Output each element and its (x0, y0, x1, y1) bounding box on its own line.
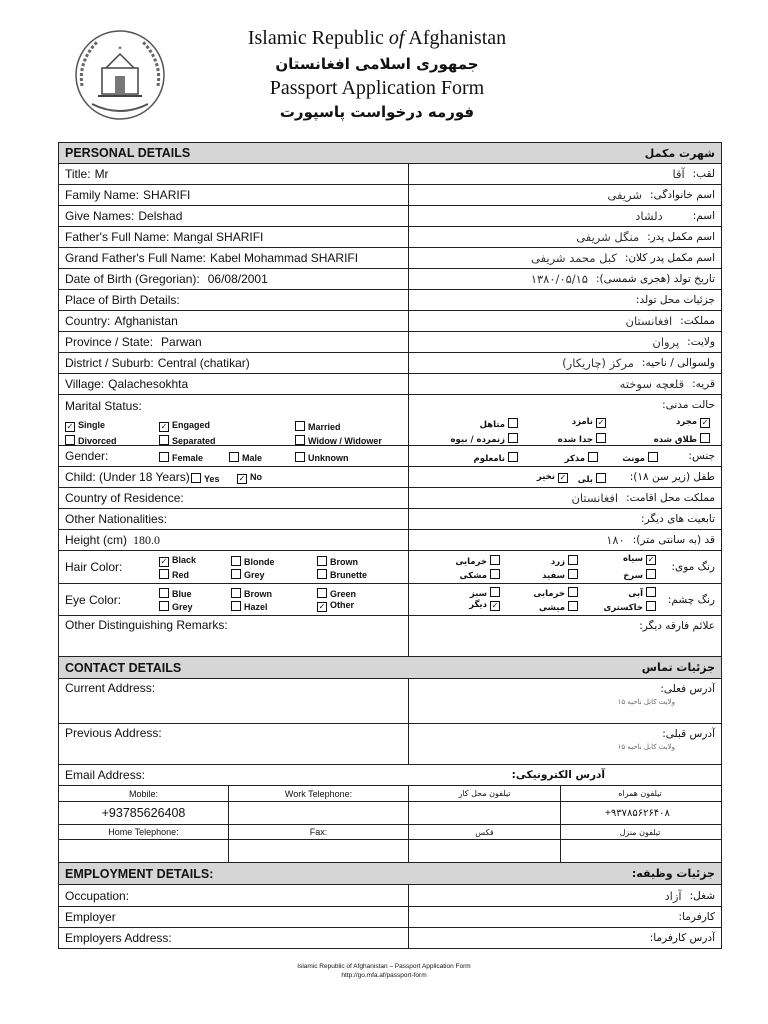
home-telephone-label: Home Telephone: (59, 825, 229, 839)
row-phone-labels (59, 786, 721, 802)
home-telephone-input-fa[interactable] (561, 840, 719, 862)
eye-grey-checkbox[interactable]: Grey (159, 600, 193, 612)
child-yes-checkbox[interactable]: Yes (191, 472, 220, 484)
eye-label-fa: رنگ چشم: (667, 593, 715, 606)
row-employer (59, 907, 721, 928)
marital-single-fa-checkbox[interactable]: ✓مجرد (675, 417, 709, 427)
marital-divorced-fa-checkbox[interactable]: طلاق شده (654, 432, 713, 445)
father-name-field-fa[interactable]: اسم مکمل پدر: منگل شریفی (576, 230, 715, 244)
checked-box-icon: ✓ (559, 473, 567, 482)
hair-red-checkbox[interactable]: Red (159, 568, 189, 580)
passport-form (58, 142, 722, 949)
gender-male-checkbox[interactable]: Male (229, 451, 262, 463)
mobile-input-fa[interactable]: +۹۳۷۸۵۶۲۶۴۰۸ (605, 807, 670, 819)
height-field[interactable]: Height (cm) 180.0 (59, 530, 409, 550)
afghanistan-emblem-icon (68, 26, 172, 124)
header-title-fa: جمهوری اسلامی افغانستان (275, 55, 479, 73)
occupation-field-fa[interactable]: شغل: آزاد (664, 888, 715, 903)
eye-other-checkbox[interactable]: ✓ Other (318, 600, 355, 611)
child-yes-fa-checkbox[interactable]: بلی (578, 472, 609, 485)
country-field-fa[interactable]: مملکت: افغانستان (625, 314, 715, 328)
hair-grey-fa-checkbox[interactable]: سفید (542, 568, 581, 581)
header-form-en: Passport Application Form (269, 77, 485, 99)
residence-field-fa[interactable]: مملکت محل اقامت: افغانستان (571, 491, 715, 505)
gender-female-checkbox[interactable]: Female (159, 451, 203, 463)
checked-box-icon: ✓ (160, 557, 168, 566)
marital-single-checkbox[interactable]: ✓ Single (66, 420, 106, 431)
row-email (59, 765, 721, 786)
eye-brown-checkbox[interactable]: Brown (231, 587, 272, 599)
row-grandfather-name (59, 248, 721, 269)
village-field[interactable]: Village: Qalachesokhta (59, 374, 409, 394)
given-names-field[interactable]: Give Names: Delshad (59, 206, 409, 226)
svg-text:✶: ✶ (117, 45, 123, 52)
row-village (59, 374, 721, 395)
row-marital-status (59, 395, 721, 446)
mobile-label-fa: تیلفون همراه (618, 789, 662, 798)
country-field[interactable]: Country: Afghanistan (59, 311, 409, 331)
checked-box-icon: ✓ (597, 418, 605, 427)
dob-field[interactable]: Date of Birth (Gregorian): 06/08/2001 (59, 269, 409, 289)
row-dob (59, 269, 721, 290)
province-field[interactable]: Province / State: Parwan (59, 332, 409, 352)
header-form-fa: فورمه درخواست پاسپورت (279, 103, 475, 121)
header-title-en: Islamic Republic of Afghanistan (247, 27, 507, 49)
mobile-input[interactable]: +93785626408 (59, 802, 229, 824)
row-phone-values (59, 802, 721, 825)
row-place-of-birth (59, 290, 721, 311)
eye-brown-fa-checkbox[interactable]: خرمایی (533, 586, 581, 599)
hair-black-fa-checkbox[interactable]: ✓سیاه (622, 554, 655, 564)
row-hair-color (59, 551, 721, 584)
row-residence (59, 488, 721, 509)
child-no-checkbox[interactable]: ✓ No (238, 472, 262, 483)
hair-cell (59, 551, 409, 583)
hair-black-checkbox[interactable]: ✓ Black (160, 555, 197, 566)
employer-address-field-fa[interactable]: آدرس کارفرما: (649, 932, 715, 944)
height-field-fa[interactable]: قد (به سانتی متر): ۱۸۰ (606, 533, 715, 547)
province-field-fa[interactable]: ولایت: پروان (652, 335, 715, 349)
marital-married-checkbox[interactable]: Married (295, 420, 341, 432)
given-names-field-fa[interactable]: اسم: دلشاد (635, 209, 715, 223)
row-eye-color (59, 584, 721, 616)
row-country (59, 311, 721, 332)
nationalities-field-fa[interactable]: تابعیت های دیگر: (641, 513, 715, 525)
marital-separated-checkbox[interactable]: Separated (159, 434, 216, 445)
fax-input[interactable] (229, 840, 409, 862)
child-label-fa: طفل (زیر سن ۱۸): (629, 471, 715, 483)
marital-widow-fa-checkbox[interactable]: زنمرده / بیوه (451, 432, 521, 445)
previous-address-field[interactable]: Previous Address: (59, 724, 409, 764)
eye-green-checkbox[interactable]: Green (317, 587, 356, 599)
row-occupation (59, 885, 721, 907)
section-heading-fa: جزئیات وظیفه: (631, 867, 715, 880)
eye-label: Eye Color: (65, 592, 122, 607)
page-footer (0, 962, 768, 980)
employer-address-field[interactable]: Employers Address: (59, 928, 409, 948)
section-contact (59, 657, 721, 679)
marital-cell-fa (409, 395, 721, 445)
marital-married-fa-checkbox[interactable]: متاهل (480, 417, 521, 430)
previous-address-field-fa[interactable]: آدرس قبلی: ولایت کابل ناحیه ۱۵ (617, 728, 715, 751)
section-heading-en: EMPLOYMENT DETAILS: (65, 866, 214, 881)
row-title (59, 164, 721, 185)
village-field-fa[interactable]: قریه: قلعچه سوخته (619, 377, 715, 391)
checked-box-icon: ✓ (647, 555, 655, 564)
child-no-fa-checkbox[interactable]: ✓نخیر (536, 472, 567, 482)
family-name-field-fa[interactable]: اسم خانوادگی: شریفی (607, 188, 715, 202)
hair-brown-fa-checkbox[interactable]: خرمایی (455, 554, 503, 567)
row-gender (59, 446, 721, 467)
current-address-field-fa[interactable]: آدرس فعلی: ولایت کابل ناحیه ۱۵ (617, 683, 715, 706)
gender-cell-fa (409, 446, 721, 466)
header-titles (212, 24, 542, 124)
work-telephone-input[interactable] (229, 802, 409, 824)
hair-blonde-fa-checkbox[interactable]: زرد (551, 554, 581, 567)
hair-red-fa-checkbox[interactable]: سرخ (623, 568, 659, 581)
marital-engaged-fa-checkbox[interactable]: ✓نامزد (571, 417, 605, 427)
work-telephone-input-fa[interactable] (409, 802, 561, 824)
employer-field[interactable]: Employer (59, 907, 409, 927)
marital-widow-checkbox[interactable]: Widow / Widower (295, 434, 382, 445)
eye-hazel-checkbox[interactable]: Hazel (231, 600, 268, 612)
checked-box-icon: ✓ (491, 601, 499, 610)
row-nationalities (59, 509, 721, 530)
section-personal (59, 143, 721, 164)
district-field-fa[interactable]: ولسوالی / ناحیه: مرکز (چاریکار) (562, 356, 715, 370)
email-field[interactable]: Email Address: آدرس الکترونیکی: (65, 768, 605, 782)
occupation-field[interactable]: Occupation: (59, 885, 409, 906)
gender-label-fa: جنس: (688, 450, 715, 462)
title-field[interactable]: Title: Mr (59, 164, 409, 184)
remarks-field[interactable]: Other Distinguishing Remarks: (59, 616, 409, 656)
grandfather-name-field[interactable]: Grand Father's Full Name: Kabel Mohammad SHARIFI (59, 248, 409, 268)
eye-blue-fa-checkbox[interactable]: آبی (628, 586, 659, 599)
marital-divorced-checkbox[interactable]: Divorced (65, 434, 117, 445)
hair-cell-fa (409, 551, 721, 583)
gender-label: Gender: (65, 449, 109, 463)
gender-male-fa-checkbox[interactable]: مذکر (565, 451, 601, 464)
home-telephone-input[interactable] (59, 840, 229, 862)
footer-url: http://go.mfa.af/passport-form (341, 972, 427, 979)
mobile-label: Mobile: (59, 786, 229, 801)
section-heading-fa: جزئیات تماس (641, 661, 715, 674)
fax-label: Fax: (229, 825, 409, 839)
hair-label-fa: رنگ موی: (671, 561, 715, 573)
eye-blue-checkbox[interactable]: Blue (159, 587, 192, 599)
dob-field-fa[interactable]: تاریخ تولد (هجری شمسی): ۱۳۸۰/۰۵/۱۵ (530, 272, 715, 286)
gender-cell (59, 446, 409, 466)
eye-cell (59, 584, 409, 615)
hair-brown-checkbox[interactable]: Brown (317, 555, 358, 567)
grandfather-name-field-fa[interactable]: اسم مکمل پدر کلان: کبل محمد شریفی (530, 251, 715, 265)
section-heading-fa: شهرت مکمل (644, 146, 715, 160)
section-heading-en: PERSONAL DETAILS (65, 146, 191, 160)
checked-box-icon: ✓ (318, 602, 326, 611)
row-height (59, 530, 721, 551)
title-field-fa[interactable]: لقب: آقا (672, 167, 715, 181)
employer-field-fa[interactable]: کارفرما: (678, 911, 715, 923)
work-telephone-label-fa: تیلفون محل کار (409, 786, 561, 801)
checked-box-icon: ✓ (238, 474, 246, 483)
fax-input-fa[interactable] (409, 840, 561, 862)
marital-cell (59, 395, 409, 445)
hair-brunette-fa-checkbox[interactable]: مشکی (460, 568, 503, 581)
row-child (59, 467, 721, 488)
row-home-fax-values (59, 840, 721, 863)
eye-grey-fa-checkbox[interactable]: خاکستری (604, 600, 659, 613)
row-remarks (59, 616, 721, 657)
form-header (62, 24, 704, 126)
hair-label: Hair Color: (65, 560, 123, 574)
child-cell-fa (409, 467, 721, 487)
row-family-name (59, 185, 721, 206)
row-current-address (59, 679, 721, 724)
father-name-field[interactable]: Father's Full Name: Mangal SHARIFI (59, 227, 409, 247)
eye-hazel-fa-checkbox[interactable]: میشی (539, 600, 581, 613)
fax-label-fa: فکس (409, 825, 561, 839)
current-address-field[interactable]: Current Address: (59, 679, 409, 723)
row-home-fax-labels (59, 825, 721, 840)
remarks-field-fa[interactable]: علائم فارقه دیگر: (639, 620, 715, 632)
row-previous-address (59, 724, 721, 765)
checked-box-icon: ✓ (66, 422, 74, 431)
eye-green-fa-checkbox[interactable]: سبز (470, 586, 503, 599)
eye-cell-fa (409, 584, 721, 615)
section-heading-en: CONTACT DETAILS (65, 660, 182, 675)
hair-blonde-checkbox[interactable]: Blonde (231, 555, 275, 567)
marital-label-fa: حالت مدنی: (662, 399, 715, 411)
footer-line: Islamic Republic of Afghanistan – Passport Application Form (297, 963, 471, 970)
child-label: Child: (Under 18 Years) (65, 470, 190, 484)
residence-field[interactable]: Country of Residence: (59, 488, 409, 508)
section-employment (59, 863, 721, 885)
child-cell (59, 467, 409, 487)
pob-label: Place of Birth Details: (59, 290, 409, 310)
hair-brunette-checkbox[interactable]: Brunette (317, 568, 367, 580)
row-province (59, 332, 721, 353)
checked-box-icon: ✓ (701, 418, 709, 427)
row-district (59, 353, 721, 374)
district-field[interactable]: District / Suburb: Central (chatikar) (59, 353, 409, 373)
row-employer-address (59, 928, 721, 949)
gender-female-fa-checkbox[interactable]: مونث (622, 451, 661, 464)
marital-separated-fa-checkbox[interactable]: جدا شده (558, 432, 609, 445)
family-name-field[interactable]: Family Name: SHARIFI (59, 185, 409, 205)
pob-label-fa: جزئیات محل تولد: (635, 294, 715, 306)
eye-other-fa-checkbox[interactable]: ✓دیگر (469, 600, 499, 610)
marital-engaged-checkbox[interactable]: ✓ Engaged (160, 420, 211, 431)
gender-unknown-fa-checkbox[interactable]: نامعلوم (474, 451, 521, 464)
nationalities-field[interactable]: Other Nationalities: (59, 509, 409, 529)
home-telephone-label-fa: تیلفون منزل (619, 827, 661, 837)
row-father-name (59, 227, 721, 248)
gender-unknown-checkbox[interactable]: Unknown (295, 451, 349, 463)
hair-grey-checkbox[interactable]: Grey (231, 568, 265, 580)
checked-box-icon: ✓ (160, 422, 168, 431)
work-telephone-label: Work Telephone: (229, 786, 409, 801)
row-given-names (59, 206, 721, 227)
marital-label: Marital Status: (65, 399, 142, 413)
